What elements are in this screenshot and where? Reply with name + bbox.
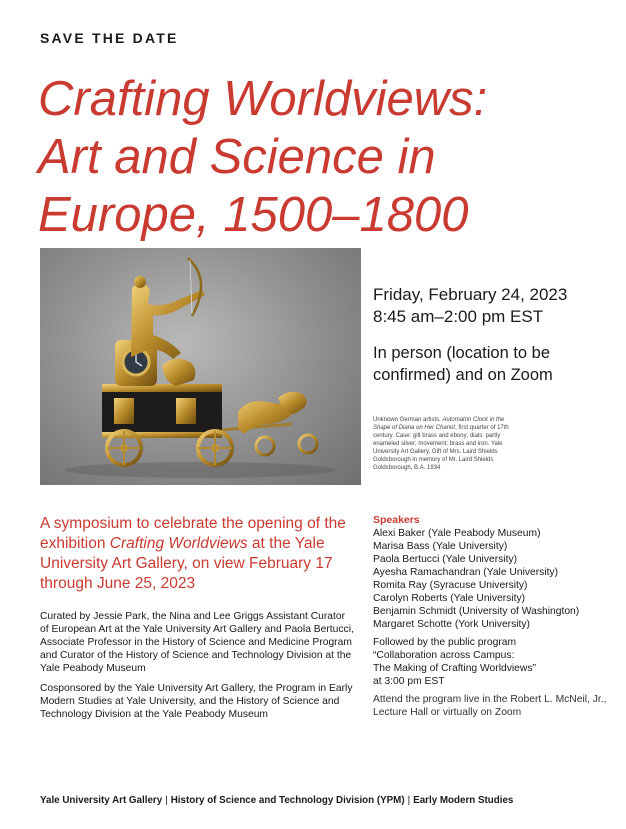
- speaker-item: Romita Ray (Syracuse University): [373, 580, 528, 591]
- speaker-item: Margaret Schotte (York University): [373, 619, 530, 630]
- followed-line-3: The Making of Crafting Worldviews”: [373, 663, 536, 674]
- public-program-text: [373, 636, 613, 688]
- footer-separator: |: [165, 795, 168, 806]
- artwork-image: [40, 248, 361, 485]
- speaker-item: Carolyn Roberts (Yale University): [373, 593, 526, 604]
- footer-org-art-gallery: Yale University Art Gallery: [40, 795, 163, 806]
- footer-sponsors: [40, 795, 610, 806]
- speakers-heading: Speakers: [373, 514, 420, 526]
- lead-part-2: at the Yale University Art Gallery, on view February 17 through June 25, 2023: [40, 535, 333, 592]
- title-line-1: Crafting Worldviews:: [38, 72, 488, 126]
- event-time: 8:45 am–2:00 pm EST: [373, 307, 544, 326]
- event-date: Friday, February 24, 2023: [373, 285, 568, 304]
- footer-org-ypm: History of Science and Technology Division (YPM): [170, 795, 405, 806]
- followed-line-2: “Collaboration across Campus:: [373, 650, 515, 661]
- followed-line-1: Followed by the public program: [373, 637, 517, 648]
- speaker-item: Benjamin Schmidt (University of Washington): [373, 606, 580, 617]
- lead-exhibition-title: Crafting Worldviews: [109, 535, 248, 552]
- location-line-1: In person (location to be: [373, 344, 551, 362]
- speaker-item: Paola Bertucci (Yale University): [373, 554, 518, 565]
- attend-text: Attend the program live in the Robert L. McNeil, Jr., Lecture Hall or virtually on Zoom: [373, 694, 607, 718]
- speaker-item: Alexi Baker (Yale Peabody Museum): [373, 528, 541, 539]
- footer-separator: |: [407, 795, 411, 806]
- symposium-lead: [40, 514, 360, 594]
- speaker-item: Marisa Bass (Yale University): [373, 541, 508, 552]
- event-details: [373, 284, 613, 386]
- lead-part-1: A symposium to celebrate the opening of the exhibition: [40, 515, 346, 552]
- title-line-3: Europe, 1500–1800: [38, 188, 469, 242]
- title-line-2: Art and Science in: [38, 130, 436, 184]
- location-line-2: confirmed) and on Zoom: [373, 366, 553, 384]
- speakers-list: [373, 514, 613, 631]
- cosponsored-text: Cosponsored by the Yale University Art Gallery, the Program in Early Modern Studies at Yale University, and the History of Science and Technology Division at the Yale Peabody Museum: [40, 683, 353, 720]
- caption-details: , first quarter of 17th century. Case: gilt brass and ebony; dials: partly enameled silver; movement: brass and iron. Yale University Art Gallery, Gift of Mrs. Laird Shields Goldsborough in memory of Mr. Laird Shields Goldsborough, B.A. 1934: [373, 425, 509, 471]
- footer-org-early-modern: Early Modern Studies: [413, 795, 514, 806]
- save-the-date-label: SAVE THE DATE: [40, 30, 179, 46]
- speaker-item: Ayesha Ramachandran (Yale University): [373, 567, 559, 578]
- followed-line-4: at 3:00 pm EST: [373, 676, 445, 687]
- event-location: [373, 342, 613, 386]
- automaton-clock-illustration: [40, 248, 361, 485]
- curated-by-text: Curated by Jessie Park, the Nina and Lee Griggs Assistant Curator of European Art at the Yale University Art Gallery and Paola Bertucci, Associate Professor in the History of Science and Medicine Program and Curator of the History of Science and Technology Division at the Yale Peabody Museum: [40, 611, 354, 674]
- caption-work-title: Automaton Clock in the Shape of Diana on Her Chariot: [373, 417, 505, 431]
- page-title: [38, 70, 608, 244]
- artwork-caption: [373, 416, 523, 472]
- caption-intro: Unknown German artists,: [373, 417, 443, 423]
